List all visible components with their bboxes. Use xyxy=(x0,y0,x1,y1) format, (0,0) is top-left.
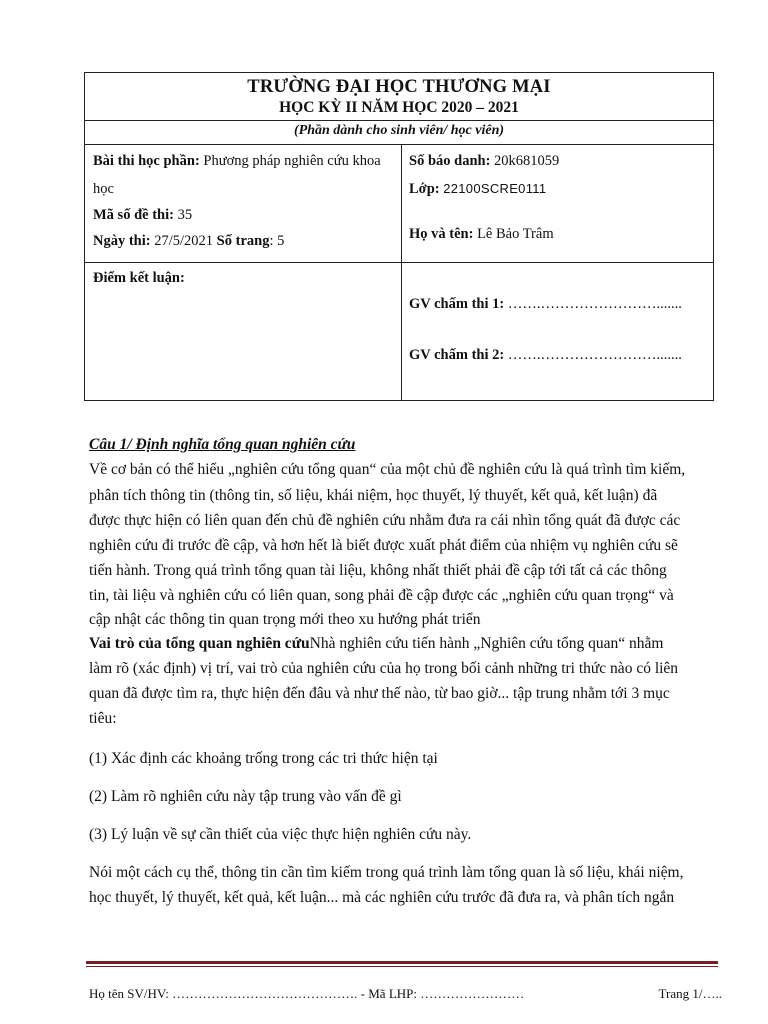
list-item: (3) Lý luận về sự cần thiết của việc thực hiện nghiên cứu này. xyxy=(89,826,472,843)
paragraph-line: tiến hành. Trong quá trình tổng quan tài liệu, không nhất thiết phải đề cập tới tất cả các thông xyxy=(89,562,667,579)
footer-rule xyxy=(86,961,718,964)
name-value: Lê Bảo Trâm xyxy=(477,226,554,242)
paragraph-line: Nói một cách cụ thể, thông tin cần tìm kiếm trong quá trình làm tổng quan là số liệu, khái niệm, xyxy=(89,864,684,881)
date-line xyxy=(93,233,393,250)
pages-label: Số trang xyxy=(216,233,270,249)
paragraph-line: làm rõ (xác định) vị trí, vai trò của nghiên cứu của họ trong bối cảnh những tri thức nào có liên xyxy=(89,660,679,677)
university-name: TRƯỜNG ĐẠI HỌC THƯƠNG MẠI xyxy=(247,77,551,97)
student-id-value: 20k681059 xyxy=(494,153,560,169)
student-section-note: (Phần dành cho sinh viên/ học viên) xyxy=(85,120,713,145)
date-value: 27/5/2021 xyxy=(154,233,214,249)
footer-student-info: Họ tên SV/HV: ……………………………………. - Mã LHP: …………………… xyxy=(89,986,525,1001)
header-title-block xyxy=(85,73,713,121)
grader2-value: …….……………………....... xyxy=(507,347,682,363)
paragraph-line: phân tích thông tin (thông tin, số liệu, khái niệm, học thuyết, lý thuyết, kết quả, kết luận) đã xyxy=(89,487,658,504)
paragraph-line: cập nhật các thông tin quan trọng mới theo xu hướng phát triển xyxy=(89,611,481,628)
class-line xyxy=(409,181,709,198)
role-line xyxy=(89,635,663,653)
name-label: Họ và tên: xyxy=(409,226,474,242)
exam-header-table xyxy=(84,72,714,401)
paragraph-line: quan đã được tìm ra, thực hiện đến đâu và như thế nào, từ bao giờ... tập trung nhằm tới 3 mục xyxy=(89,685,670,702)
grader2-line xyxy=(409,347,709,364)
semester-title: HỌC KỲ II NĂM HỌC 2020 – 2021 xyxy=(279,99,519,116)
table-divider-horizontal xyxy=(85,262,713,263)
list-item: (1) Xác định các khoảng trống trong các tri thức hiện tại xyxy=(89,750,438,767)
paragraph-line: học thuyết, lý thuyết, kết quả, kết luận... mà các nghiên cứu trước đã đưa ra, và phân tích ngắn xyxy=(89,889,675,906)
score-line xyxy=(93,270,393,287)
subject-value-cont: học xyxy=(93,181,114,197)
subject-line xyxy=(93,153,393,170)
date-label: Ngày thi: xyxy=(93,233,151,249)
grader1-line xyxy=(409,296,709,313)
paragraph-line: tiêu: xyxy=(89,710,117,727)
paragraph-line: tin, tài liệu và nghiên cứu có liên quan, song phải đề cập được các „nghiên cứu quan trọng“ và xyxy=(89,587,674,604)
student-id-label: Số báo danh: xyxy=(409,153,491,169)
role-heading: Vai trò của tổng quan nghiên cứu xyxy=(89,635,310,652)
footer-rule-thin xyxy=(86,966,718,967)
paragraph-line: được thực hiện có liên quan đến chủ đề nghiên cứu nhằm đưa ra cái nhìn tổng quát đã được các xyxy=(89,512,681,529)
class-label: Lớp: xyxy=(409,181,440,197)
subject-line-2 xyxy=(93,181,393,198)
class-value: 22100SCRE0111 xyxy=(443,181,547,196)
exam-code-value: 35 xyxy=(177,207,193,223)
exam-code-label: Mã số đề thi: xyxy=(93,207,174,223)
exam-code-line xyxy=(93,207,393,224)
question-heading: Câu 1/ Định nghĩa tổng quan nghiên cứu xyxy=(89,436,356,453)
footer-page-number: Trang 1/….. xyxy=(658,986,722,1001)
paragraph-line: nghiên cứu đi trước đề cập, và hơn hết là biết được xuất phát điểm của nhiệm vụ nghiên cứu sẽ xyxy=(89,537,678,554)
name-line xyxy=(409,226,709,243)
grader1-value: …….……………………....... xyxy=(507,296,682,312)
subject-value: Phương pháp nghiên cứu khoa xyxy=(203,153,381,169)
student-id-line xyxy=(409,153,709,170)
subject-label: Bài thi học phần: xyxy=(93,153,200,169)
grader1-label: GV chấm thi 1: xyxy=(409,296,505,312)
grader2-label: GV chấm thi 2: xyxy=(409,347,505,363)
pages-value: : 5 xyxy=(269,233,285,249)
score-label: Điểm kết luận: xyxy=(93,270,185,286)
role-text: Nhà nghiên cứu tiến hành „Nghiên cứu tổng quan“ nhằm xyxy=(309,635,664,652)
table-divider-vertical xyxy=(401,144,402,400)
paragraph-line: Về cơ bản có thể hiểu „nghiên cứu tổng quan“ của một chủ đề nghiên cứu là quá trình tìm kiếm, xyxy=(89,461,686,478)
list-item: (2) Làm rõ nghiên cứu này tập trung vào vấn đề gì xyxy=(89,788,402,805)
